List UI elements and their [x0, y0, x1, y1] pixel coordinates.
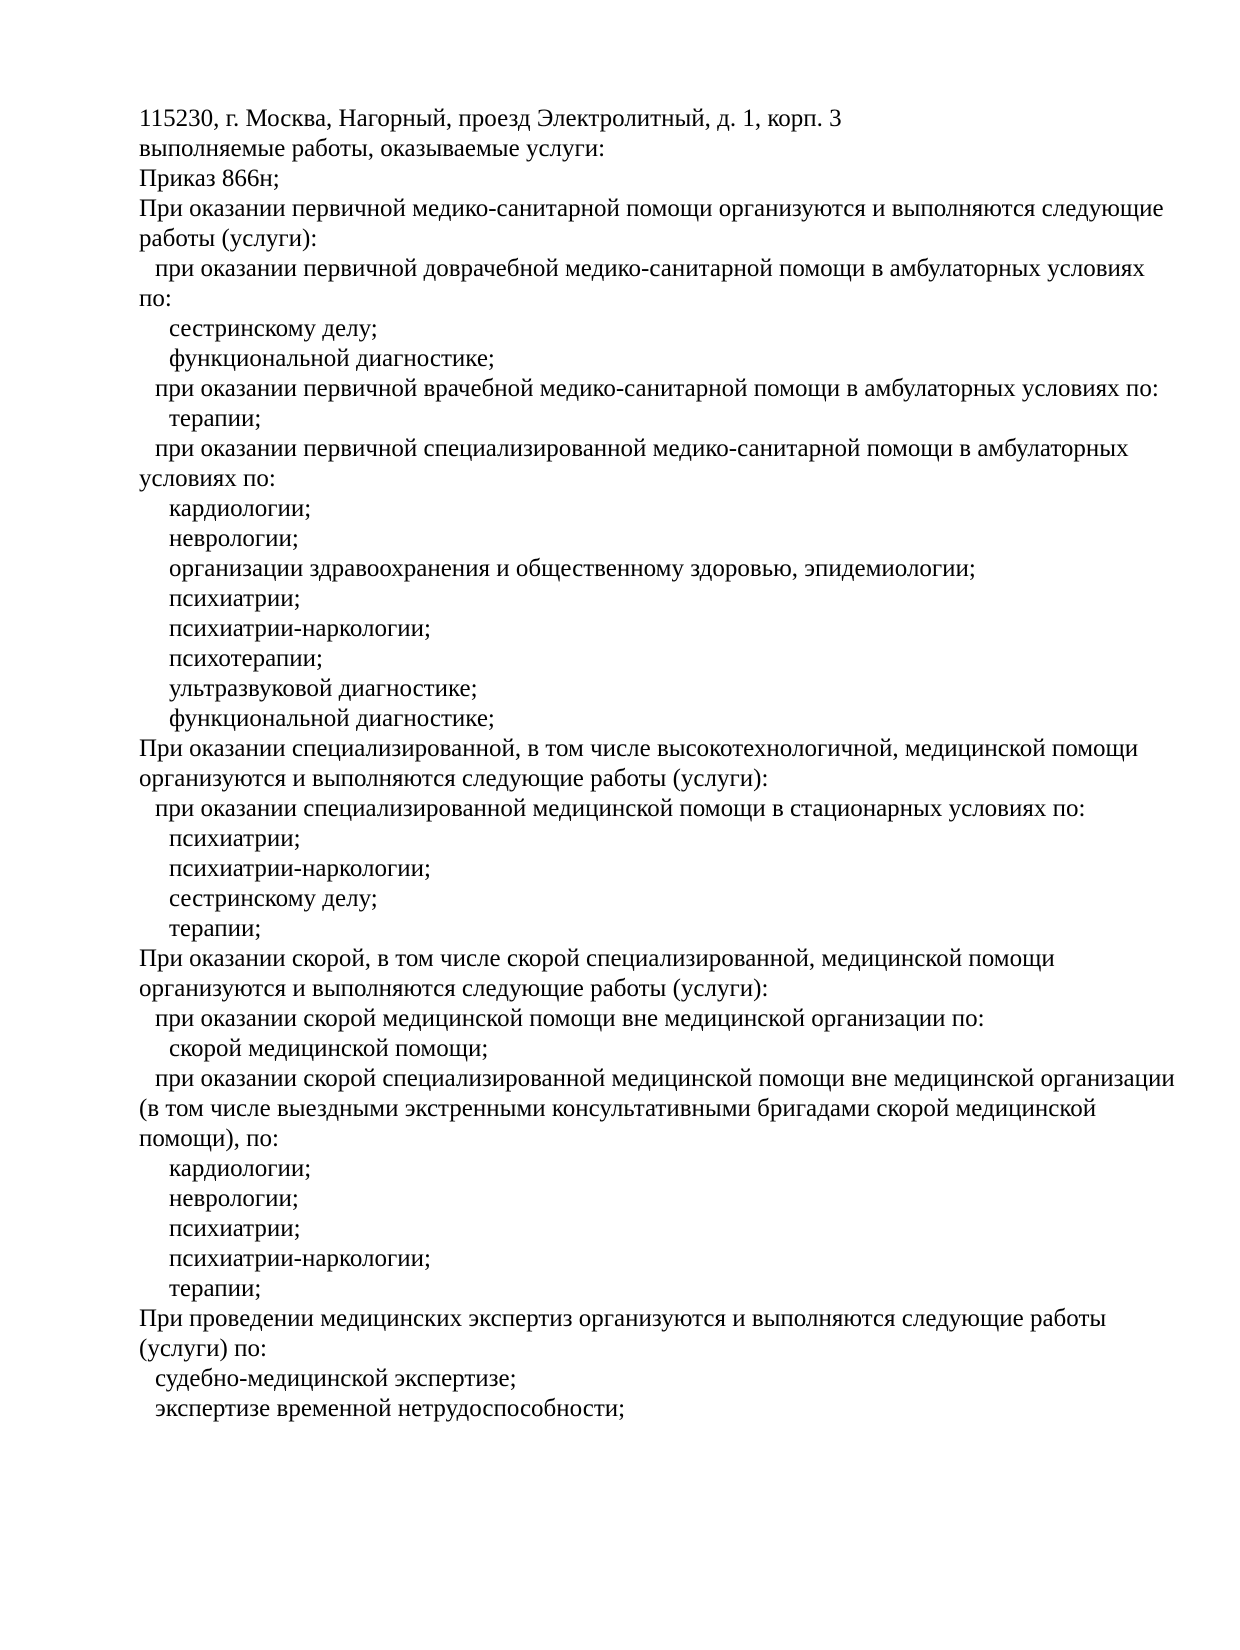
document-line: терапии;: [169, 915, 262, 942]
document-line: скорой медицинской помощи;: [169, 1035, 489, 1062]
document-line: функциональной диагностике;: [169, 705, 495, 732]
document-line: кардиологии;: [169, 495, 312, 522]
document-content: [139, 104, 1229, 1424]
document-line: психиатрии-наркологии;: [169, 855, 431, 882]
document-line: помощи), по:: [139, 1125, 280, 1152]
document-line: 115230, г. Москва, Нагорный, проезд Электролитный, д. 1, корп. 3: [139, 105, 842, 132]
document-line: функциональной диагностике;: [169, 345, 495, 372]
document-line: психиатрии;: [169, 585, 301, 612]
document-line: ультразвуковой диагностике;: [169, 675, 478, 702]
document-line: организуются и выполняются следующие работы (услуги):: [139, 975, 769, 1002]
document-line: психиатрии;: [169, 1215, 301, 1242]
document-line: терапии;: [169, 405, 262, 432]
document-line: при оказании скорой специализированной медицинской помощи вне медицинской организации: [155, 1065, 1175, 1092]
document-line: (в том числе выездными экстренными консультативными бригадами скорой медицинской: [139, 1095, 1097, 1122]
document-line: При оказании специализированной, в том числе высокотехнологичной, медицинской помощи: [139, 735, 1139, 762]
document-line: психиатрии;: [169, 825, 301, 852]
document-line: при оказании первичной врачебной медико-санитарной помощи в амбулаторных условиях по:: [155, 375, 1159, 402]
document-line: кардиологии;: [169, 1155, 312, 1182]
document-line: терапии;: [169, 1275, 262, 1302]
document-line: при оказании первичной доврачебной медико-санитарной помощи в амбулаторных условиях: [155, 255, 1145, 282]
document-line: выполняемые работы, оказываемые услуги:: [139, 135, 606, 162]
document-line: при оказании первичной специализированной медико-санитарной помощи в амбулаторных: [155, 435, 1129, 462]
document-line: Приказ 866н;: [139, 165, 280, 192]
document-line: при оказании скорой медицинской помощи вне медицинской организации по:: [155, 1005, 985, 1032]
document-line: условиях по:: [139, 465, 276, 492]
document-line: при оказании специализированной медицинской помощи в стационарных условиях по:: [155, 795, 1086, 822]
document-line: При проведении медицинских экспертиз организуются и выполняются следующие работы: [139, 1305, 1107, 1332]
document-line: экспертизе временной нетрудоспособности;: [155, 1395, 626, 1422]
document-line: организуются и выполняются следующие работы (услуги):: [139, 765, 769, 792]
document-line: неврологии;: [169, 1185, 299, 1212]
document-line: организации здравоохранения и общественному здоровью, эпидемиологии;: [169, 555, 976, 582]
document-line: При оказании первичной медико-санитарной помощи организуются и выполняются следующие: [139, 195, 1164, 222]
document-line: психиатрии-наркологии;: [169, 1245, 431, 1272]
document-line: сестринскому делу;: [169, 315, 378, 342]
document-line: (услуги) по:: [139, 1335, 267, 1362]
document-line: работы (услуги):: [139, 225, 318, 252]
document-line: по:: [139, 285, 172, 312]
document-line: При оказании скорой, в том числе скорой специализированной, медицинской помощи: [139, 945, 1055, 972]
document-line: психотерапии;: [169, 645, 323, 672]
document-line: судебно-медицинской экспертизе;: [155, 1365, 517, 1392]
document-line: психиатрии-наркологии;: [169, 615, 431, 642]
document-line: неврологии;: [169, 525, 299, 552]
document-line: сестринскому делу;: [169, 885, 378, 912]
